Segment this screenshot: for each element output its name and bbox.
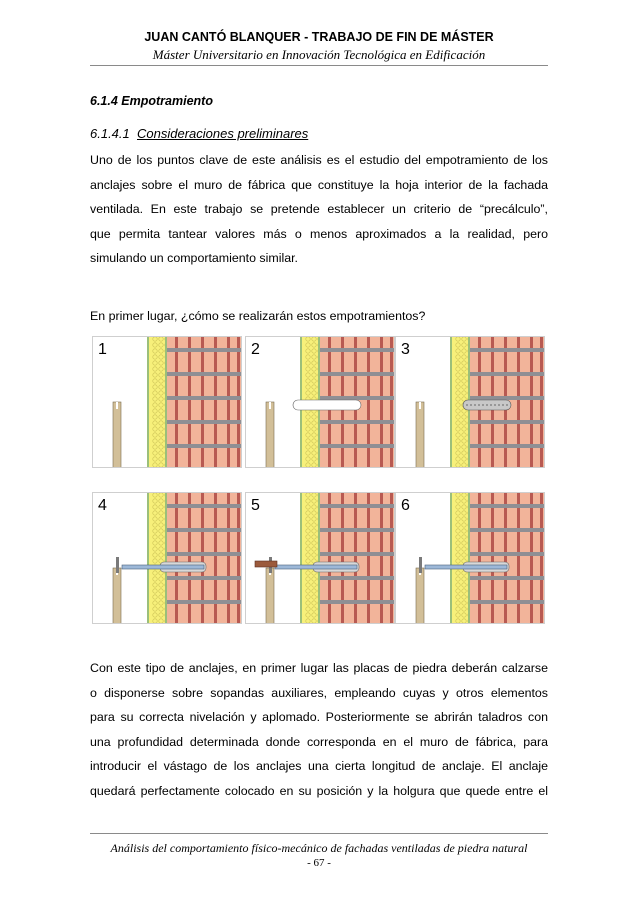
paragraph-question — [90, 304, 548, 329]
anchor-pin — [116, 557, 119, 573]
mortar-joint — [470, 576, 545, 580]
masonry-wall — [167, 492, 242, 624]
membrane-line — [450, 492, 452, 624]
panel-number: 3 — [401, 341, 410, 358]
mortar-joint — [167, 420, 242, 424]
stone-slab — [416, 568, 424, 624]
mortar-joint — [320, 528, 395, 532]
slab-groove — [269, 402, 271, 409]
panel-number: 2 — [251, 341, 260, 358]
anchor-pin — [419, 557, 422, 573]
figure-panel-2 — [245, 336, 395, 468]
header-subtitle: Máster Universitario en Innovación Tecnológica en Edificación — [152, 47, 486, 62]
paragraph-line: anclajes sobre el muro de fábrica que constituye la hoja interior de la fachada — [90, 177, 548, 192]
mortar-joint — [470, 528, 545, 532]
mortar-joint — [470, 552, 545, 556]
mortar-joint — [470, 348, 545, 352]
mortar-joint — [320, 444, 395, 448]
mortar-joint — [470, 420, 545, 424]
mortar-joint — [470, 372, 545, 376]
masonry-wall — [167, 336, 242, 468]
paragraph-intro — [90, 148, 548, 271]
masonry-wall — [470, 492, 545, 624]
subsection-heading — [90, 126, 308, 141]
paragraph-procedure — [90, 656, 548, 804]
membrane-line — [450, 336, 452, 468]
subsection-title: Consideraciones preliminares — [137, 126, 309, 141]
figure-panel-3 — [395, 336, 545, 468]
paragraph-line: o disponerse sobre sopandas auxiliares, empleando cuyas y otros elementos — [90, 685, 548, 700]
membrane-line — [165, 336, 167, 468]
drilled-hole — [293, 400, 361, 410]
page-number: - 67 - — [307, 857, 331, 869]
mortar-joint — [470, 600, 545, 604]
section-heading: 6.1.4 Empotramiento — [90, 94, 213, 108]
mortar-joint — [320, 396, 395, 400]
paragraph-line: una profundidad determinada donde corresponda en el muro de fábrica, para — [90, 734, 548, 749]
paragraph-line: ventilada. En este trabajo se pretende establecer un criterio de “precálculo”, — [90, 202, 548, 217]
mortar-joint — [167, 528, 242, 532]
figure-panel-6 — [395, 492, 545, 624]
mortar-joint — [320, 348, 395, 352]
paragraph-line: para su correcta nivelación y aplomado. Posteriormente se abrirán taladros con — [90, 710, 548, 725]
mortar-joint — [167, 504, 242, 508]
membrane-line — [318, 492, 320, 624]
membrane-line — [147, 492, 149, 624]
panel-number: 1 — [98, 341, 107, 358]
slab-groove — [116, 402, 118, 409]
header-title: JUAN CANTÓ BLANQUER - TRABAJO DE FIN DE MÁSTER — [144, 30, 494, 44]
mortar-joint — [470, 504, 545, 508]
paragraph-line: que permita tantear valores más o menos aproximados a la realidad, pero — [90, 226, 548, 241]
mortar-joint — [470, 444, 545, 448]
masonry-wall — [320, 492, 395, 624]
mortar-joint — [470, 396, 545, 400]
membrane-line — [300, 492, 302, 624]
mortar-joint — [320, 504, 395, 508]
mortar-joint — [167, 576, 242, 580]
panel-number: 5 — [251, 497, 260, 514]
stone-slab — [266, 402, 274, 468]
mortar-joint — [167, 444, 242, 448]
mortar-joint — [167, 552, 242, 556]
mortar-joint — [320, 420, 395, 424]
figure-panel-1 — [92, 336, 242, 468]
panel-number: 4 — [98, 497, 107, 514]
paragraph-line: quedará perfectamente colocado en su posición y la holgura que quede entre el — [90, 783, 548, 798]
setting-tool — [255, 561, 277, 567]
stone-slab — [266, 568, 274, 624]
mortar-joint — [320, 372, 395, 376]
figure-panel-5 — [245, 492, 395, 624]
mortar-joint — [320, 576, 395, 580]
header-rule — [90, 65, 548, 66]
mortar-joint — [320, 600, 395, 604]
mortar-joint — [167, 348, 242, 352]
footer-rule — [90, 833, 548, 834]
panel-number: 6 — [401, 497, 410, 514]
membrane-line — [468, 492, 470, 624]
figure-panel-4 — [92, 492, 242, 624]
stone-slab — [416, 402, 424, 468]
mortar-joint — [167, 396, 242, 400]
stone-slab — [113, 568, 121, 624]
slab-groove — [419, 402, 421, 409]
paragraph-line: introducir el vástago de los anclajes una cierta longitud de anclaje. El anclaje — [90, 759, 548, 774]
stone-slab — [113, 402, 121, 468]
mortar-joint — [167, 600, 242, 604]
paragraph-line: En primer lugar, ¿cómo se realizarán estos empotramientos? — [90, 309, 426, 323]
paragraph-line: simulando un comportamiento similar. — [90, 251, 298, 266]
paragraph-line: Uno de los puntos clave de este análisis es el estudio del empotramiento de los — [90, 153, 548, 167]
membrane-line — [165, 492, 167, 624]
paragraph-line: Con este tipo de anclajes, en primer lugar las placas de piedra deberán calzarse — [90, 661, 548, 675]
footer-text: Análisis del comportamiento físico-mecánico de fachadas ventiladas de piedra natural — [110, 841, 528, 855]
mortar-joint — [167, 372, 242, 376]
subsection-number: 6.1.4.1 — [90, 126, 130, 141]
membrane-line — [147, 336, 149, 468]
mortar-joint — [320, 552, 395, 556]
